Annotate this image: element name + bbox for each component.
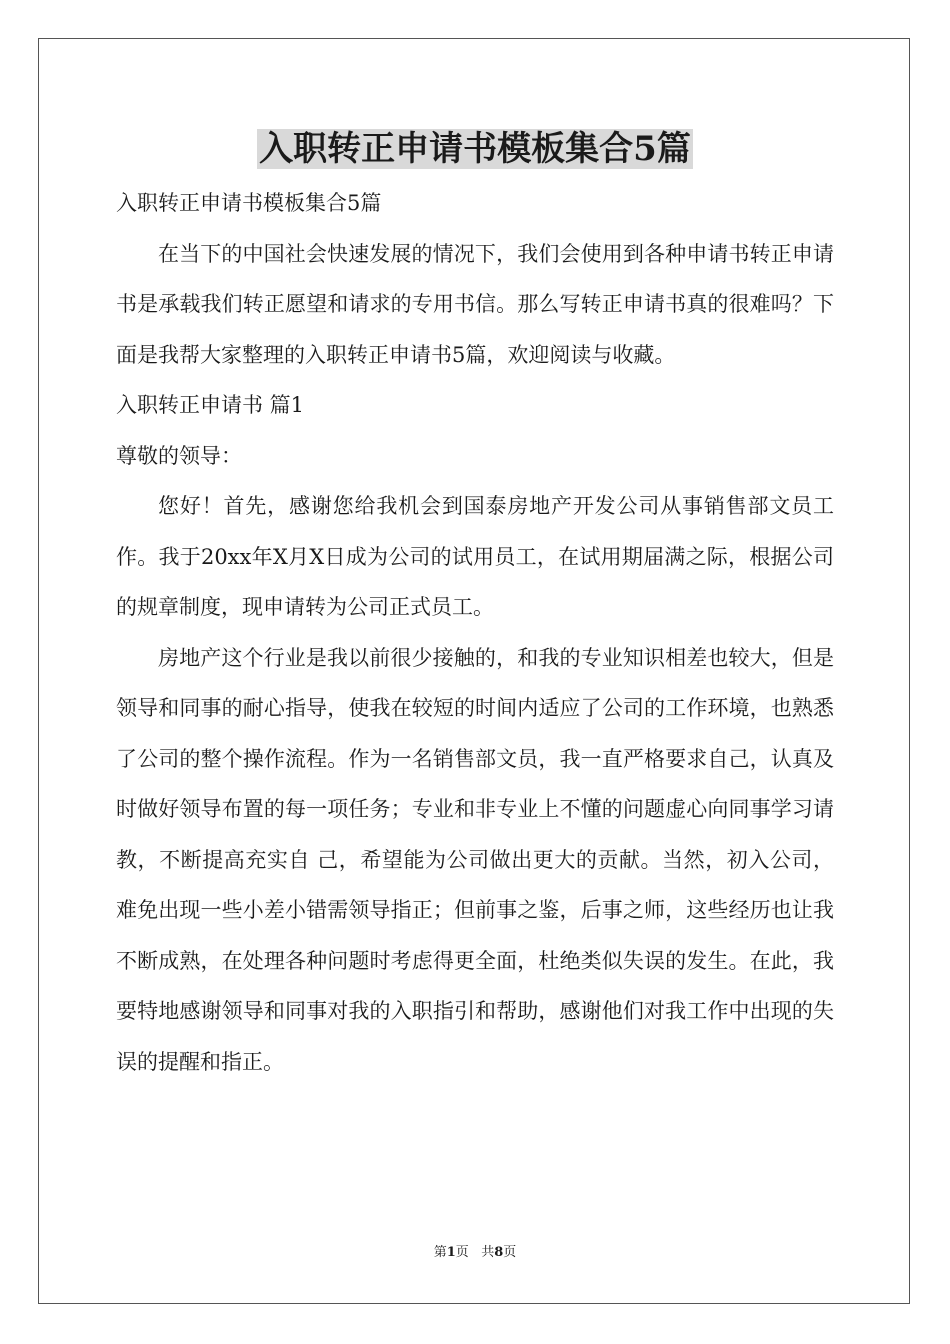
page-suffix: 页 bbox=[455, 1245, 469, 1260]
section-heading: 入职转正申请书 篇1 bbox=[116, 393, 305, 417]
total-suffix: 页 bbox=[503, 1245, 517, 1260]
document-title bbox=[0, 124, 950, 174]
document-title-text: 入职转正申请书模板集合5篇 bbox=[259, 129, 691, 169]
salutation: 尊敬的领导： bbox=[116, 443, 242, 468]
body-paragraph: 房地产这个行业是我以前很少接触的，和我的专业知识相差也较大，但是领导和同事的耐心指导，使我在较短的时间内适应了公司的工作环境，也熟悉了公司的整个操作流程。作为一名销售部文员，我一直严格要求自己，认真及时做好领导布置的每一项任务；专业和非专业上不懂的问题虚心向同事学习请教，不断提高充实自 己，希望能为公司做出更大的贡献。当然，初入公司，难免出现一些小差小错需领导指正；但前事之鉴，后事之师，这些经历也让我不断成熟，在处理各种问题时考虑得更全面，杜绝类似失误的发生。在此，我要特地感谢领导和同事对我的入职指引和帮助，感谢他们对我工作中出现的失误的提醒和指正。 bbox=[116, 645, 834, 1074]
page-prefix: 第 bbox=[433, 1245, 447, 1260]
total-prefix: 共 bbox=[481, 1245, 495, 1260]
intro-paragraph: 在当下的中国社会快速发展的情况下，我们会使用到各种申请书转正申请书是承载我们转正愿望和请求的专用书信。那么写转正申请书真的很难吗？下面是我帮大家整理的入职转正申请书5篇，欢迎阅读与收藏。 bbox=[116, 241, 834, 367]
subtitle-paragraph: 入职转正申请书模板集合5篇 bbox=[116, 191, 382, 215]
body-paragraph: 您好！首先，感谢您给我机会到国泰房地产开发公司从事销售部文员工作。我于20xx年X月X日成为公司的试用员工，在试用期届满之际，根据公司的规章制度，现申请转为公司正式员工。 bbox=[116, 494, 834, 619]
page-footer bbox=[0, 1244, 950, 1262]
page-number: 1 bbox=[446, 1245, 456, 1260]
document-body bbox=[116, 178, 834, 1087]
total-pages: 8 bbox=[494, 1245, 504, 1260]
